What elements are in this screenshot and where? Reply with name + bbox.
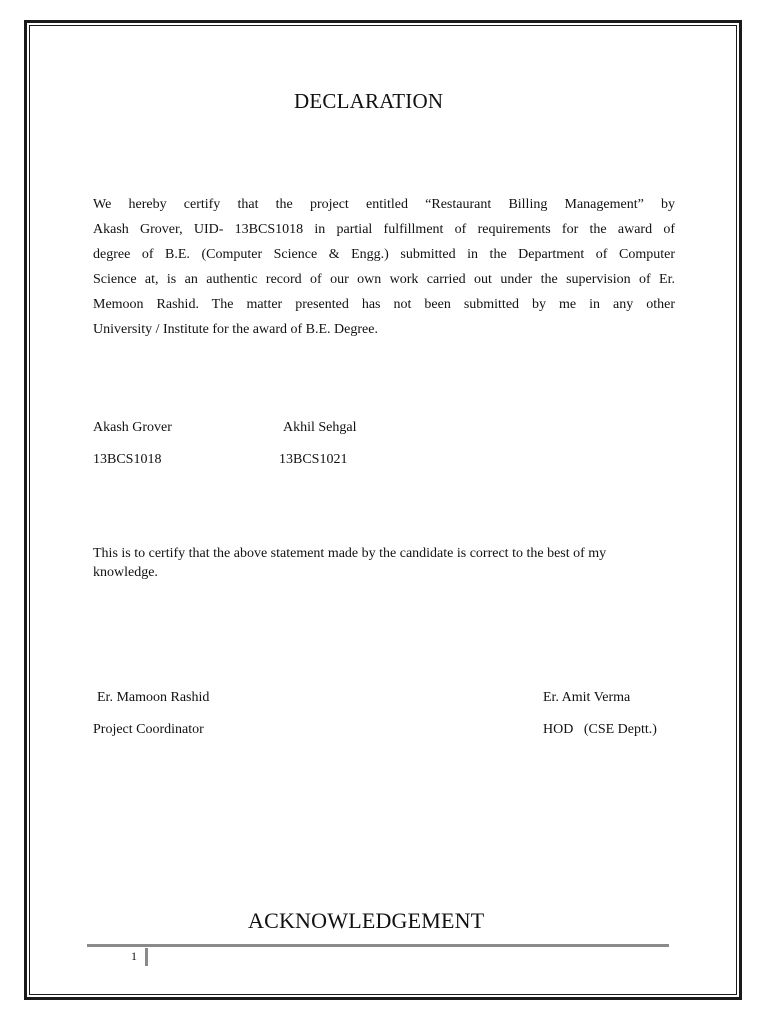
certification-paragraph: This is to certify that the above statement made by the candidate is correct to the best of my knowledge. — [93, 546, 607, 580]
declaration-line: Akash Grover, UID- 13BCS1018 in partial fulfillment of requirements for the award of — [93, 222, 675, 237]
signatory-title-right: HOD (CSE Deptt.) — [543, 722, 657, 737]
page-border-inner — [29, 25, 737, 995]
footer-rule — [87, 944, 669, 947]
declaration-line: We hereby certify that the project entitled “Restaurant Billing Management” by — [93, 197, 675, 212]
page-number-divider — [145, 948, 148, 966]
declaration-heading: DECLARATION — [294, 89, 444, 113]
student-uid: 13BCS1021 — [279, 452, 348, 467]
declaration-line: degree of B.E. (Computer Science & Engg.) submitted in the Department of Computer — [93, 247, 675, 262]
signatory-name-right: Er. Amit Verma — [543, 690, 631, 705]
acknowledgement-heading: ACKNOWLEDGEMENT — [248, 908, 485, 933]
declaration-line: Science at, is an authentic record of our own work carried out under the supervision of Er. — [93, 272, 675, 287]
student-uid: 13BCS1018 — [93, 452, 162, 467]
signatory-name-left: Er. Mamoon Rashid — [97, 690, 210, 705]
signatory-title-left: Project Coordinator — [93, 722, 204, 737]
declaration-paragraph — [93, 192, 675, 342]
declaration-line: Memoon Rashid. The matter presented has not been submitted by me in any other — [93, 297, 675, 312]
declaration-line: University / Institute for the award of B.E. Degree. — [93, 322, 378, 337]
student-name: Akash Grover — [93, 420, 172, 435]
student-name: Akhil Sehgal — [283, 420, 357, 435]
page-number: 1 — [131, 949, 137, 963]
